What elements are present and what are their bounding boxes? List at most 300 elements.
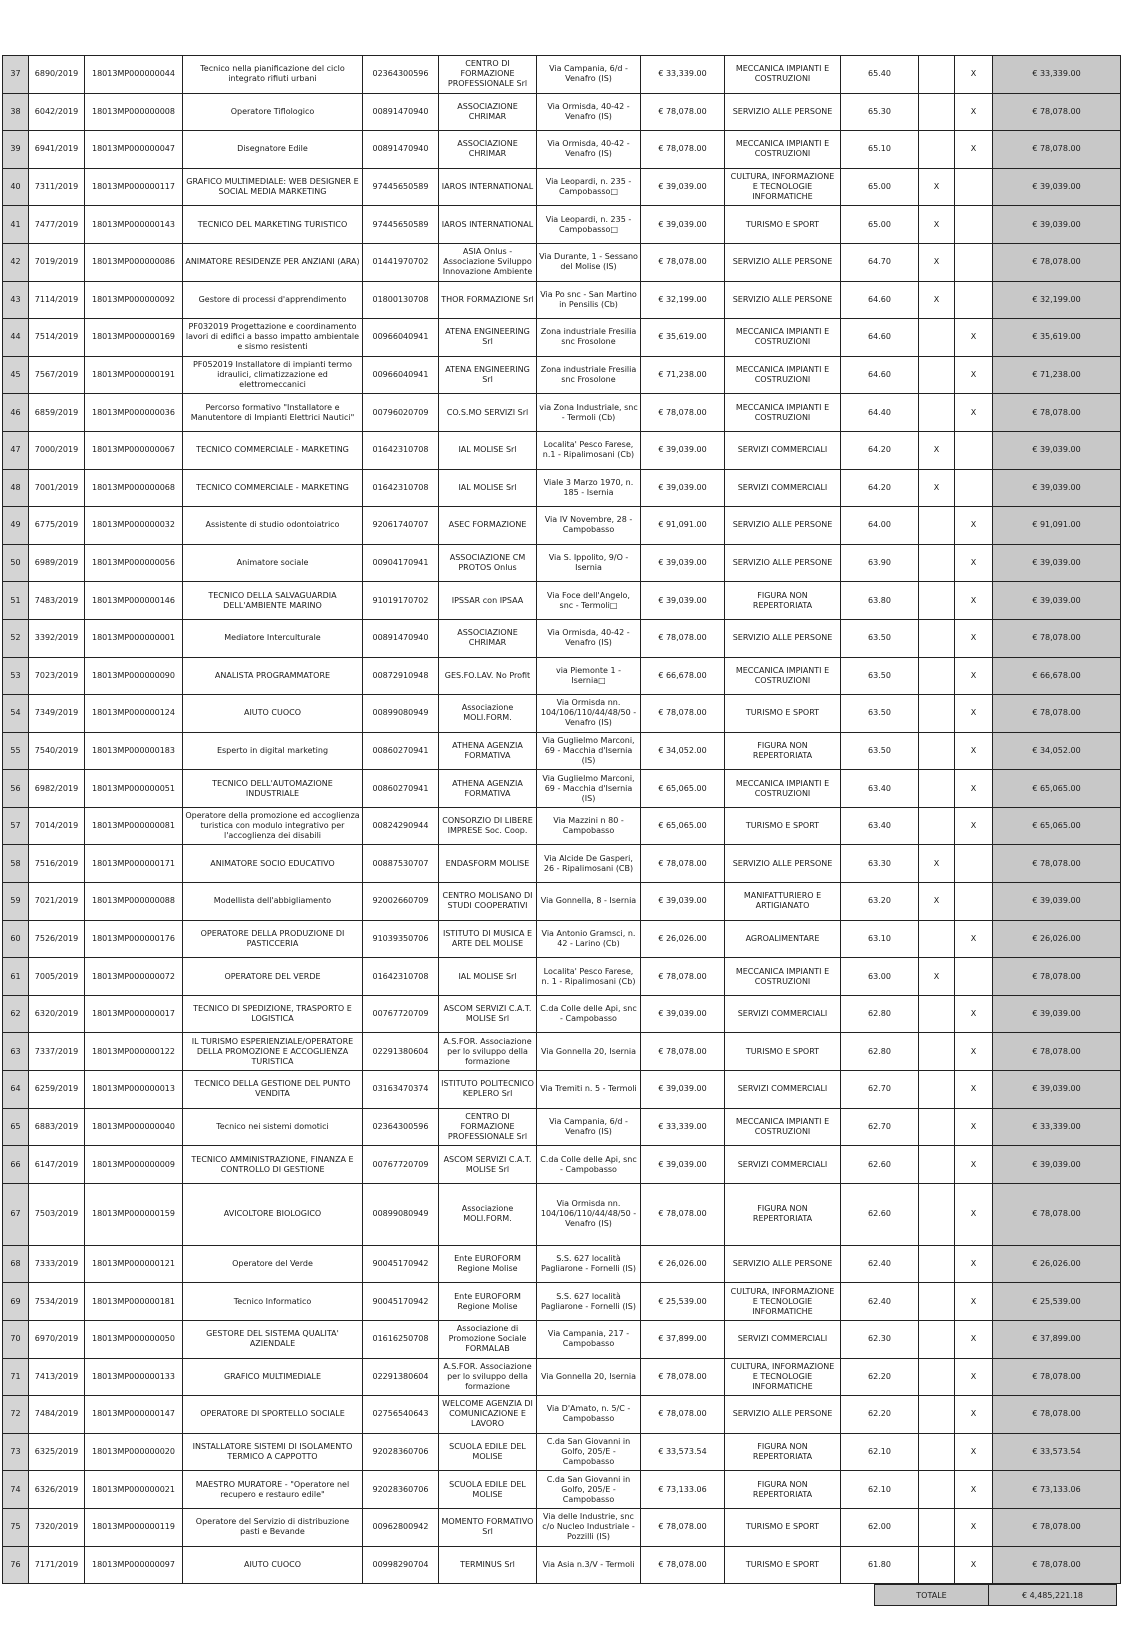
protocol-number-cell: 7021/2019 — [29, 883, 85, 921]
protocol-number-cell: 7005/2019 — [29, 958, 85, 996]
score-cell: 64.40 — [841, 394, 919, 432]
vat-number-cell: 01800130708 — [363, 281, 439, 319]
course-title-cell: Percorso formativo "Installatore e Manutentore di Impianti Elettrici Nautici" — [183, 394, 363, 432]
vat-number-cell: 03163470374 — [363, 1071, 439, 1109]
training-body-cell: ASSOCIAZIONE CHRIMAR — [439, 619, 537, 657]
requested-amount-cell: € 78,078.00 — [641, 619, 725, 657]
address-cell: S.S. 627 località Pagliarone - Fornelli (IS) — [537, 1245, 641, 1283]
financed-amount-cell: € 39,039.00 — [993, 431, 1121, 469]
project-code-cell: 18013MP000000001 — [85, 619, 183, 657]
financed-amount-cell: € 33,339.00 — [993, 1108, 1121, 1146]
course-title-cell: Assistente di studio odontoiatrico — [183, 507, 363, 545]
flag-column-a-cell — [919, 1508, 955, 1546]
sector-cell: SERVIZIO ALLE PERSONE — [725, 281, 841, 319]
financed-amount-cell: € 39,039.00 — [993, 582, 1121, 620]
row-number-cell: 39 — [3, 131, 29, 169]
address-cell: Via Ormisda nn. 104/106/110/44/48/50 - Venafro (IS) — [537, 695, 641, 733]
project-code-cell: 18013MP000000124 — [85, 695, 183, 733]
course-title-cell: Tecnico Informatico — [183, 1283, 363, 1321]
project-code-cell: 18013MP000000056 — [85, 544, 183, 582]
course-title-cell: TECNICO DELLA SALVAGUARDIA DELL'AMBIENTE MARINO — [183, 582, 363, 620]
table-row — [3, 619, 1121, 657]
score-cell: 62.20 — [841, 1358, 919, 1396]
flag-column-a-cell — [919, 920, 955, 958]
flag-column-a-cell — [919, 1283, 955, 1321]
flag-column-b-cell — [955, 168, 993, 206]
course-title-cell: TECNICO DELL'AUTOMAZIONE INDUSTRIALE — [183, 770, 363, 808]
financed-amount-cell: € 78,078.00 — [993, 1508, 1121, 1546]
address-cell: Via IV Novembre, 28 - Campobasso — [537, 507, 641, 545]
flag-column-b-cell — [955, 958, 993, 996]
row-number-cell: 38 — [3, 93, 29, 131]
protocol-number-cell: 7516/2019 — [29, 845, 85, 883]
address-cell: Via Po snc - San Martino in Pensilis (Cb) — [537, 281, 641, 319]
flag-column-a-cell — [919, 1546, 955, 1584]
sector-cell: SERVIZIO ALLE PERSONE — [725, 544, 841, 582]
financed-amount-cell: € 26,026.00 — [993, 920, 1121, 958]
project-code-cell: 18013MP000000044 — [85, 56, 183, 94]
score-cell: 63.50 — [841, 732, 919, 770]
flag-column-b-cell: X — [955, 544, 993, 582]
vat-number-cell: 92028360706 — [363, 1471, 439, 1509]
vat-number-cell: 00966040941 — [363, 356, 439, 394]
flag-column-a-cell: X — [919, 206, 955, 244]
table-row — [3, 1433, 1121, 1471]
project-code-cell: 18013MP000000009 — [85, 1146, 183, 1184]
flag-column-b-cell: X — [955, 507, 993, 545]
protocol-number-cell: 7337/2019 — [29, 1033, 85, 1071]
row-number-cell: 63 — [3, 1033, 29, 1071]
flag-column-b-cell — [955, 206, 993, 244]
financed-amount-cell: € 78,078.00 — [993, 243, 1121, 281]
protocol-number-cell: 6775/2019 — [29, 507, 85, 545]
vat-number-cell: 97445650589 — [363, 206, 439, 244]
training-body-cell: ATHENA AGENZIA FORMATIVA — [439, 732, 537, 770]
score-cell: 63.40 — [841, 807, 919, 845]
flag-column-b-cell: X — [955, 131, 993, 169]
score-cell: 65.30 — [841, 93, 919, 131]
protocol-number-cell: 7567/2019 — [29, 356, 85, 394]
score-cell: 63.50 — [841, 695, 919, 733]
sector-cell: SERVIZI COMMERCIALI — [725, 431, 841, 469]
requested-amount-cell: € 78,078.00 — [641, 695, 725, 733]
protocol-number-cell: 7320/2019 — [29, 1508, 85, 1546]
sector-cell: MECCANICA IMPIANTI E COSTRUZIONI — [725, 356, 841, 394]
training-body-cell: ENDASFORM MOLISE — [439, 845, 537, 883]
sector-cell: FIGURA NON REPERTORIATA — [725, 582, 841, 620]
row-number-cell: 50 — [3, 544, 29, 582]
financed-amount-cell: € 39,039.00 — [993, 1146, 1121, 1184]
row-number-cell: 41 — [3, 206, 29, 244]
score-cell: 63.40 — [841, 770, 919, 808]
project-code-cell: 18013MP000000013 — [85, 1071, 183, 1109]
table-row — [3, 469, 1121, 507]
course-title-cell: ANIMATORE SOCIO EDUCATIVO — [183, 845, 363, 883]
table-row — [3, 56, 1121, 94]
requested-amount-cell: € 71,238.00 — [641, 356, 725, 394]
flag-column-b-cell: X — [955, 619, 993, 657]
requested-amount-cell: € 33,573.54 — [641, 1433, 725, 1471]
address-cell: Viale 3 Marzo 1970, n. 185 - Isernia — [537, 469, 641, 507]
project-code-cell: 18013MP000000171 — [85, 845, 183, 883]
flag-column-b-cell: X — [955, 1546, 993, 1584]
flag-column-a-cell — [919, 695, 955, 733]
project-code-cell: 18013MP000000021 — [85, 1471, 183, 1509]
address-cell: Via Alcide De Gasperi, 26 - Ripalimosani (CB) — [537, 845, 641, 883]
training-body-cell: CENTRO DI FORMAZIONE PROFESSIONALE Srl — [439, 56, 537, 94]
financed-amount-cell: € 78,078.00 — [993, 1396, 1121, 1434]
training-body-cell: ASSOCIAZIONE CHRIMAR — [439, 131, 537, 169]
address-cell: Via Ormisda nn. 104/106/110/44/48/50 - Venafro (IS) — [537, 1183, 641, 1245]
course-title-cell: Animatore sociale — [183, 544, 363, 582]
requested-amount-cell: € 91,091.00 — [641, 507, 725, 545]
course-title-cell: ANALISTA PROGRAMMATORE — [183, 657, 363, 695]
row-number-cell: 48 — [3, 469, 29, 507]
address-cell: Via Guglielmo Marconi, 69 - Macchia d'Isernia (IS) — [537, 770, 641, 808]
project-code-cell: 18013MP000000176 — [85, 920, 183, 958]
project-code-cell: 18013MP000000051 — [85, 770, 183, 808]
score-cell: 63.30 — [841, 845, 919, 883]
address-cell: Via Campania, 6/d - Venafro (IS) — [537, 1108, 641, 1146]
requested-amount-cell: € 78,078.00 — [641, 1508, 725, 1546]
requested-amount-cell: € 39,039.00 — [641, 206, 725, 244]
course-title-cell: INSTALLATORE SISTEMI DI ISOLAMENTO TERMICO A CAPPOTTO — [183, 1433, 363, 1471]
requested-amount-cell: € 33,339.00 — [641, 56, 725, 94]
protocol-number-cell: 6859/2019 — [29, 394, 85, 432]
course-title-cell: OPERATORE DEL VERDE — [183, 958, 363, 996]
project-code-cell: 18013MP000000090 — [85, 657, 183, 695]
table-row — [3, 168, 1121, 206]
table-row — [3, 431, 1121, 469]
course-title-cell: OPERATORE DI SPORTELLO SOCIALE — [183, 1396, 363, 1434]
protocol-number-cell: 6989/2019 — [29, 544, 85, 582]
course-title-cell: TECNICO DELLA GESTIONE DEL PUNTO VENDITA — [183, 1071, 363, 1109]
financed-amount-cell: € 78,078.00 — [993, 394, 1121, 432]
financed-amount-cell: € 78,078.00 — [993, 131, 1121, 169]
training-body-cell: ASCOM SERVIZI C.A.T. MOLISE Srl — [439, 1146, 537, 1184]
project-code-cell: 18013MP000000047 — [85, 131, 183, 169]
sector-cell: FIGURA NON REPERTORIATA — [725, 1183, 841, 1245]
flag-column-a-cell — [919, 619, 955, 657]
protocol-number-cell: 7413/2019 — [29, 1358, 85, 1396]
course-title-cell: Modellista dell'abbigliamento — [183, 883, 363, 921]
flag-column-b-cell: X — [955, 1183, 993, 1245]
score-cell: 65.40 — [841, 56, 919, 94]
sector-cell: CULTURA, INFORMAZIONE E TECNOLOGIE INFORMATICHE — [725, 168, 841, 206]
flag-column-a-cell — [919, 1108, 955, 1146]
financed-amount-cell: € 35,619.00 — [993, 319, 1121, 357]
flag-column-b-cell: X — [955, 1033, 993, 1071]
course-title-cell: IL TURISMO ESPERIENZIALE/OPERATORE DELLA PROMOZIONE E ACCOGLIENZA TURISTICA — [183, 1033, 363, 1071]
sector-cell: SERVIZI COMMERCIALI — [725, 995, 841, 1033]
course-title-cell: PF052019 Installatore di impianti termo idraulici, climatizzazione ed elettromeccanici — [183, 356, 363, 394]
requested-amount-cell: € 78,078.00 — [641, 1358, 725, 1396]
training-body-cell: IAL MOLISE Srl — [439, 958, 537, 996]
flag-column-b-cell: X — [955, 770, 993, 808]
table-row — [3, 356, 1121, 394]
flag-column-b-cell: X — [955, 319, 993, 357]
requested-amount-cell: € 26,026.00 — [641, 920, 725, 958]
project-code-cell: 18013MP000000159 — [85, 1183, 183, 1245]
table-row — [3, 1471, 1121, 1509]
flag-column-b-cell — [955, 281, 993, 319]
table-row — [3, 1508, 1121, 1546]
row-number-cell: 45 — [3, 356, 29, 394]
flag-column-a-cell — [919, 657, 955, 695]
vat-number-cell: 00824290944 — [363, 807, 439, 845]
score-cell: 62.80 — [841, 995, 919, 1033]
requested-amount-cell: € 66,678.00 — [641, 657, 725, 695]
row-number-cell: 71 — [3, 1358, 29, 1396]
financed-amount-cell: € 39,039.00 — [993, 995, 1121, 1033]
protocol-number-cell: 6042/2019 — [29, 93, 85, 131]
protocol-number-cell: 6326/2019 — [29, 1471, 85, 1509]
address-cell: Via Guglielmo Marconi, 69 - Macchia d'Isernia (IS) — [537, 732, 641, 770]
table-row — [3, 845, 1121, 883]
row-number-cell: 42 — [3, 243, 29, 281]
row-number-cell: 58 — [3, 845, 29, 883]
sector-cell: FIGURA NON REPERTORIATA — [725, 1433, 841, 1471]
project-code-cell: 18013MP000000183 — [85, 732, 183, 770]
requested-amount-cell: € 33,339.00 — [641, 1108, 725, 1146]
flag-column-b-cell: X — [955, 1283, 993, 1321]
vat-number-cell: 00767720709 — [363, 995, 439, 1033]
total-label: TOTALE — [875, 1585, 989, 1606]
flag-column-a-cell — [919, 1146, 955, 1184]
vat-number-cell: 02364300596 — [363, 56, 439, 94]
protocol-number-cell: 7333/2019 — [29, 1245, 85, 1283]
row-number-cell: 44 — [3, 319, 29, 357]
flag-column-a-cell — [919, 356, 955, 394]
flag-column-a-cell — [919, 131, 955, 169]
flag-column-b-cell: X — [955, 56, 993, 94]
vat-number-cell: 02291380604 — [363, 1033, 439, 1071]
vat-number-cell: 00962800942 — [363, 1508, 439, 1546]
flag-column-b-cell: X — [955, 807, 993, 845]
protocol-number-cell: 7540/2019 — [29, 732, 85, 770]
sector-cell: CULTURA, INFORMAZIONE E TECNOLOGIE INFORMATICHE — [725, 1358, 841, 1396]
flag-column-b-cell: X — [955, 1321, 993, 1359]
table-row — [3, 281, 1121, 319]
project-code-cell: 18013MP000000081 — [85, 807, 183, 845]
row-number-cell: 62 — [3, 995, 29, 1033]
protocol-number-cell: 7477/2019 — [29, 206, 85, 244]
protocol-number-cell: 6259/2019 — [29, 1071, 85, 1109]
table-row — [3, 958, 1121, 996]
flag-column-a-cell — [919, 93, 955, 131]
vat-number-cell: 01642310708 — [363, 958, 439, 996]
requested-amount-cell: € 32,199.00 — [641, 281, 725, 319]
requested-amount-cell: € 39,039.00 — [641, 431, 725, 469]
training-body-cell: TERMINUS Srl — [439, 1546, 537, 1584]
training-body-cell: IAL MOLISE Srl — [439, 469, 537, 507]
sector-cell: MECCANICA IMPIANTI E COSTRUZIONI — [725, 394, 841, 432]
sector-cell: TURISMO E SPORT — [725, 807, 841, 845]
table-row — [3, 770, 1121, 808]
financed-amount-cell: € 33,339.00 — [993, 56, 1121, 94]
score-cell: 63.80 — [841, 582, 919, 620]
sector-cell: TURISMO E SPORT — [725, 1546, 841, 1584]
protocol-number-cell: 7484/2019 — [29, 1396, 85, 1434]
project-code-cell: 18013MP000000181 — [85, 1283, 183, 1321]
flag-column-a-cell — [919, 1183, 955, 1245]
financed-amount-cell: € 33,573.54 — [993, 1433, 1121, 1471]
flag-column-a-cell — [919, 1071, 955, 1109]
vat-number-cell: 01642310708 — [363, 469, 439, 507]
score-cell: 62.10 — [841, 1471, 919, 1509]
training-body-cell: SCUOLA EDILE DEL MOLISE — [439, 1433, 537, 1471]
training-body-cell: WELCOME AGENZIA DI COMUNICAZIONE E LAVORO — [439, 1396, 537, 1434]
requested-amount-cell: € 39,039.00 — [641, 1071, 725, 1109]
financed-amount-cell: € 25,539.00 — [993, 1283, 1121, 1321]
vat-number-cell: 00767720709 — [363, 1146, 439, 1184]
address-cell: Via Gonnella 20, Isernia — [537, 1358, 641, 1396]
flag-column-a-cell: X — [919, 243, 955, 281]
sector-cell: FIGURA NON REPERTORIATA — [725, 1471, 841, 1509]
vat-number-cell: 01642310708 — [363, 431, 439, 469]
sector-cell: AGROALIMENTARE — [725, 920, 841, 958]
flag-column-b-cell: X — [955, 1508, 993, 1546]
protocol-number-cell: 7534/2019 — [29, 1283, 85, 1321]
requested-amount-cell: € 78,078.00 — [641, 394, 725, 432]
sector-cell: SERVIZIO ALLE PERSONE — [725, 845, 841, 883]
address-cell: Via Leopardi, n. 235 - Campobasso□ — [537, 206, 641, 244]
flag-column-b-cell: X — [955, 995, 993, 1033]
training-body-cell: Associazione MOLI.FORM. — [439, 695, 537, 733]
address-cell: C.da San Giovanni in Golfo, 205/E - Campobasso — [537, 1471, 641, 1509]
requested-amount-cell: € 39,039.00 — [641, 544, 725, 582]
financed-amount-cell: € 91,091.00 — [993, 507, 1121, 545]
financed-amount-cell: € 66,678.00 — [993, 657, 1121, 695]
training-body-cell: ATENA ENGINEERING Srl — [439, 319, 537, 357]
training-body-cell: IAROS INTERNATIONAL — [439, 206, 537, 244]
training-body-cell: A.S.FOR. Associazione per lo sviluppo della formazione — [439, 1358, 537, 1396]
project-code-cell: 18013MP000000121 — [85, 1245, 183, 1283]
protocol-number-cell: 6890/2019 — [29, 56, 85, 94]
course-title-cell: ANIMATORE RESIDENZE PER ANZIANI (ARA) — [183, 243, 363, 281]
protocol-number-cell: 3392/2019 — [29, 619, 85, 657]
table-row — [3, 657, 1121, 695]
sector-cell: SERVIZI COMMERCIALI — [725, 1321, 841, 1359]
course-title-cell: PF032019 Progettazione e coordinamento lavori di edifici a basso impatto ambientale e sismo resistenti — [183, 319, 363, 357]
course-title-cell: AIUTO CUOCO — [183, 1546, 363, 1584]
project-code-cell: 18013MP000000143 — [85, 206, 183, 244]
project-code-cell: 18013MP000000146 — [85, 582, 183, 620]
training-body-cell: ATHENA AGENZIA FORMATIVA — [439, 770, 537, 808]
flag-column-a-cell: X — [919, 281, 955, 319]
project-code-cell: 18013MP000000072 — [85, 958, 183, 996]
flag-column-a-cell: X — [919, 469, 955, 507]
project-code-cell: 18013MP000000008 — [85, 93, 183, 131]
sector-cell: MECCANICA IMPIANTI E COSTRUZIONI — [725, 319, 841, 357]
flag-column-b-cell: X — [955, 1433, 993, 1471]
training-body-cell: CO.S.MO SERVIZI Srl — [439, 394, 537, 432]
table-row — [3, 582, 1121, 620]
project-code-cell: 18013MP000000122 — [85, 1033, 183, 1071]
row-number-cell: 40 — [3, 168, 29, 206]
financed-amount-cell: € 78,078.00 — [993, 958, 1121, 996]
vat-number-cell: 00966040941 — [363, 319, 439, 357]
score-cell: 63.20 — [841, 883, 919, 921]
course-title-cell: GRAFICO MULTIMEDIALE: WEB DESIGNER E SOCIAL MEDIA MARKETING — [183, 168, 363, 206]
table-row — [3, 1183, 1121, 1245]
sector-cell: SERVIZIO ALLE PERSONE — [725, 1396, 841, 1434]
training-body-cell: ASSOCIAZIONE CHRIMAR — [439, 93, 537, 131]
requested-amount-cell: € 39,039.00 — [641, 168, 725, 206]
row-number-cell: 43 — [3, 281, 29, 319]
ranking-table-body — [3, 56, 1121, 1584]
flag-column-b-cell: X — [955, 394, 993, 432]
flag-column-a-cell — [919, 1396, 955, 1434]
table-row — [3, 1146, 1121, 1184]
address-cell: Via Gonnella 20, Isernia — [537, 1033, 641, 1071]
vat-number-cell: 92028360706 — [363, 1433, 439, 1471]
address-cell: Via Campania, 217 - Campobasso — [537, 1321, 641, 1359]
row-number-cell: 67 — [3, 1183, 29, 1245]
flag-column-b-cell — [955, 845, 993, 883]
flag-column-b-cell: X — [955, 695, 993, 733]
table-row — [3, 1033, 1121, 1071]
table-row — [3, 394, 1121, 432]
sector-cell: SERVIZI COMMERCIALI — [725, 1071, 841, 1109]
requested-amount-cell: € 78,078.00 — [641, 131, 725, 169]
course-title-cell: Tecnico nella pianificazione del ciclo integrato rifiuti urbani — [183, 56, 363, 94]
sector-cell: TURISMO E SPORT — [725, 695, 841, 733]
score-cell: 61.80 — [841, 1546, 919, 1584]
flag-column-a-cell — [919, 507, 955, 545]
row-number-cell: 53 — [3, 657, 29, 695]
training-body-cell: IAROS INTERNATIONAL — [439, 168, 537, 206]
address-cell: Via Durante, 1 - Sessano del Molise (IS) — [537, 243, 641, 281]
flag-column-b-cell — [955, 469, 993, 507]
address-cell: Zona industriale Fresilia snc Frosolone — [537, 356, 641, 394]
flag-column-b-cell — [955, 243, 993, 281]
training-body-cell: ISTITUTO POLITECNICO KEPLERO Srl — [439, 1071, 537, 1109]
score-cell: 62.80 — [841, 1033, 919, 1071]
row-number-cell: 65 — [3, 1108, 29, 1146]
sector-cell: MECCANICA IMPIANTI E COSTRUZIONI — [725, 56, 841, 94]
table-row — [3, 1245, 1121, 1283]
financed-amount-cell: € 39,039.00 — [993, 544, 1121, 582]
course-title-cell: MAESTRO MURATORE - "Operatore nel recupero e restauro edile" — [183, 1471, 363, 1509]
training-body-cell: ISTITUTO DI MUSICA E ARTE DEL MOLISE — [439, 920, 537, 958]
protocol-number-cell: 6325/2019 — [29, 1433, 85, 1471]
address-cell: Via Foce dell'Angelo, snc - Termoli□ — [537, 582, 641, 620]
row-number-cell: 47 — [3, 431, 29, 469]
protocol-number-cell: 7171/2019 — [29, 1546, 85, 1584]
address-cell: Via Gonnella, 8 - Isernia — [537, 883, 641, 921]
project-code-cell: 18013MP000000147 — [85, 1396, 183, 1434]
financed-amount-cell: € 78,078.00 — [993, 845, 1121, 883]
training-body-cell: Associazione MOLI.FORM. — [439, 1183, 537, 1245]
course-title-cell: Operatore della promozione ed accoglienza turistica con modulo integrativo per l'accoglienza dei disabili — [183, 807, 363, 845]
ranking-table — [2, 55, 1121, 1584]
requested-amount-cell: € 73,133.06 — [641, 1471, 725, 1509]
financed-amount-cell: € 78,078.00 — [993, 1358, 1121, 1396]
training-body-cell: A.S.FOR. Associazione per lo sviluppo della formazione — [439, 1033, 537, 1071]
address-cell: Via delle Industrie, snc c/o Nucleo Industriale - Pozzilli (IS) — [537, 1508, 641, 1546]
financed-amount-cell: € 78,078.00 — [993, 619, 1121, 657]
vat-number-cell: 92002660709 — [363, 883, 439, 921]
course-title-cell: TECNICO DEL MARKETING TURISTICO — [183, 206, 363, 244]
project-code-cell: 18013MP000000050 — [85, 1321, 183, 1359]
protocol-number-cell: 6982/2019 — [29, 770, 85, 808]
project-code-cell: 18013MP000000097 — [85, 1546, 183, 1584]
protocol-number-cell: 6147/2019 — [29, 1146, 85, 1184]
protocol-number-cell: 7023/2019 — [29, 657, 85, 695]
score-cell: 62.60 — [841, 1183, 919, 1245]
requested-amount-cell: € 39,039.00 — [641, 582, 725, 620]
